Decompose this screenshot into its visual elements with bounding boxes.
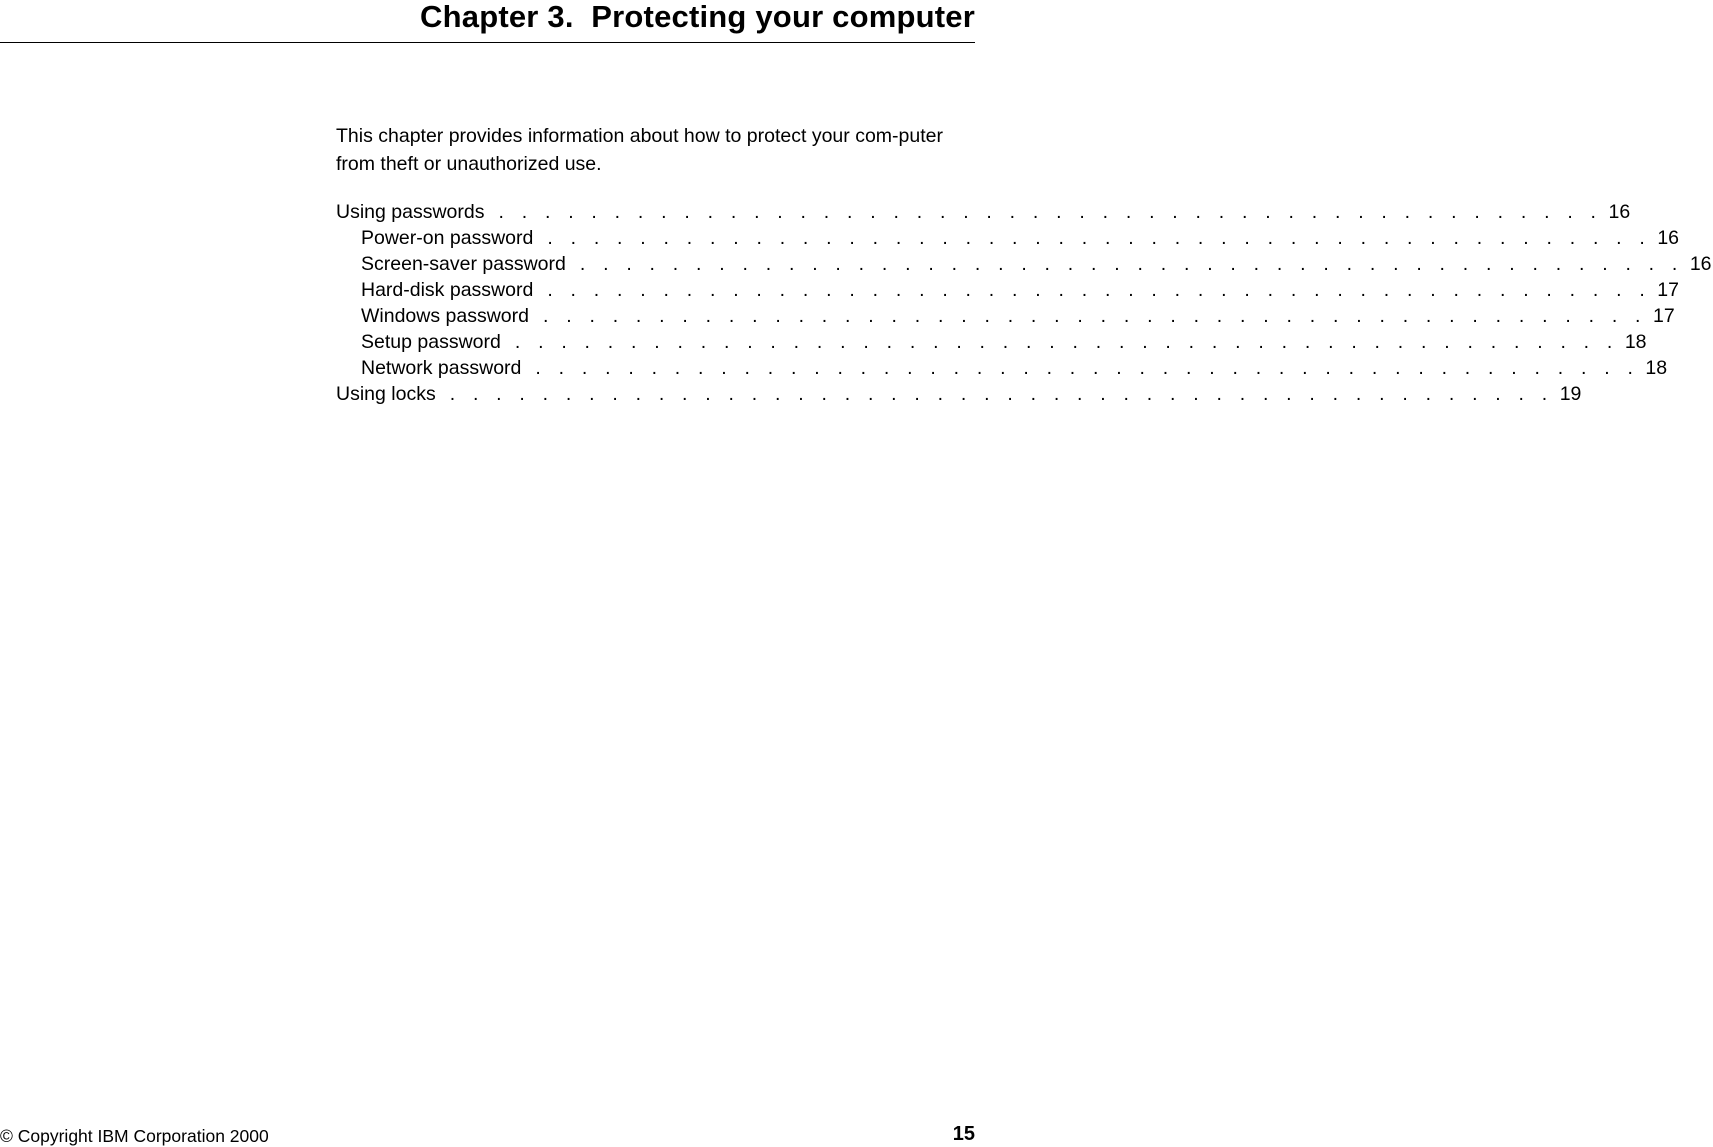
toc-page-number: 18	[1624, 331, 1647, 353]
toc-dot-leader: . . . . . . . . . . . . . . . . . . . . . . . . . . . . . . . . . . . . . . . . . . . . . . . .	[535, 357, 1640, 379]
toc-entry-network-password[interactable]	[336, 355, 1668, 381]
toc-page-number: 16	[1608, 201, 1631, 223]
toc-dot-leader: . . . . . . . . . . . . . . . . . . . . . . . . . . . . . . . . . . . . . . . . . . . . . . . .	[498, 201, 1603, 223]
toc-entry-label: Network password	[361, 357, 522, 379]
title-rule	[0, 42, 975, 43]
toc-entry-screen-saver-password[interactable]	[336, 251, 1712, 277]
toc-entry-label: Power-on password	[361, 227, 534, 249]
toc-entry-hard-disk-password[interactable]	[336, 277, 1679, 303]
toc-entry-label: Using passwords	[336, 201, 485, 223]
toc-page-number: 16	[1689, 253, 1712, 275]
toc-entry-label: Using locks	[336, 383, 436, 405]
toc-entry-label: Screen-saver password	[361, 253, 566, 275]
footer-copyright: © Copyright IBM Corporation 2000	[0, 1126, 269, 1146]
toc-entry-label: Hard-disk password	[361, 279, 534, 301]
intro-paragraph: This chapter provides information about how to protect your com-puter from theft or unauthorized use.	[336, 125, 943, 175]
toc-page-number: 19	[1559, 383, 1582, 405]
toc-dot-leader: . . . . . . . . . . . . . . . . . . . . . . . . . . . . . . . . . . . . . . . . . . . . . . . .	[449, 383, 1554, 405]
toc-dot-leader: . . . . . . . . . . . . . . . . . . . . . . . . . . . . . . . . . . . . . . . . . . . . . . . .	[547, 227, 1652, 249]
toc-dot-leader: . . . . . . . . . . . . . . . . . . . . . . . . . . . . . . . . . . . . . . . . . . . . . . . .	[579, 253, 1684, 275]
toc-entry-using-passwords[interactable]	[336, 199, 1631, 225]
toc-dot-leader: . . . . . . . . . . . . . . . . . . . . . . . . . . . . . . . . . . . . . . . . . . . . . . . .	[547, 279, 1651, 301]
footer-page-number: 15	[952, 1123, 975, 1145]
toc-entry-windows-password[interactable]	[336, 303, 1675, 329]
toc-entry-label: Setup password	[361, 331, 501, 353]
toc-page-number: 17	[1652, 305, 1675, 327]
toc-page-number: 16	[1657, 227, 1680, 249]
toc-dot-leader: . . . . . . . . . . . . . . . . . . . . . . . . . . . . . . . . . . . . . . . . . . . . . . . .	[542, 305, 1647, 327]
toc-entry-power-on-password[interactable]	[336, 225, 1680, 251]
chapter-title: Chapter 3. Protecting your computer	[420, 0, 975, 34]
toc-dot-leader: . . . . . . . . . . . . . . . . . . . . . . . . . . . . . . . . . . . . . . . . . . . . . . . .	[514, 331, 1619, 353]
toc-page-number: 17	[1657, 279, 1679, 301]
toc-entry-label: Windows password	[361, 305, 529, 327]
toc-entry-setup-password[interactable]	[336, 329, 1647, 355]
toc-page-number: 18	[1645, 357, 1668, 379]
toc-entry-using-locks[interactable]	[336, 381, 1582, 407]
table-of-contents	[336, 199, 1712, 407]
